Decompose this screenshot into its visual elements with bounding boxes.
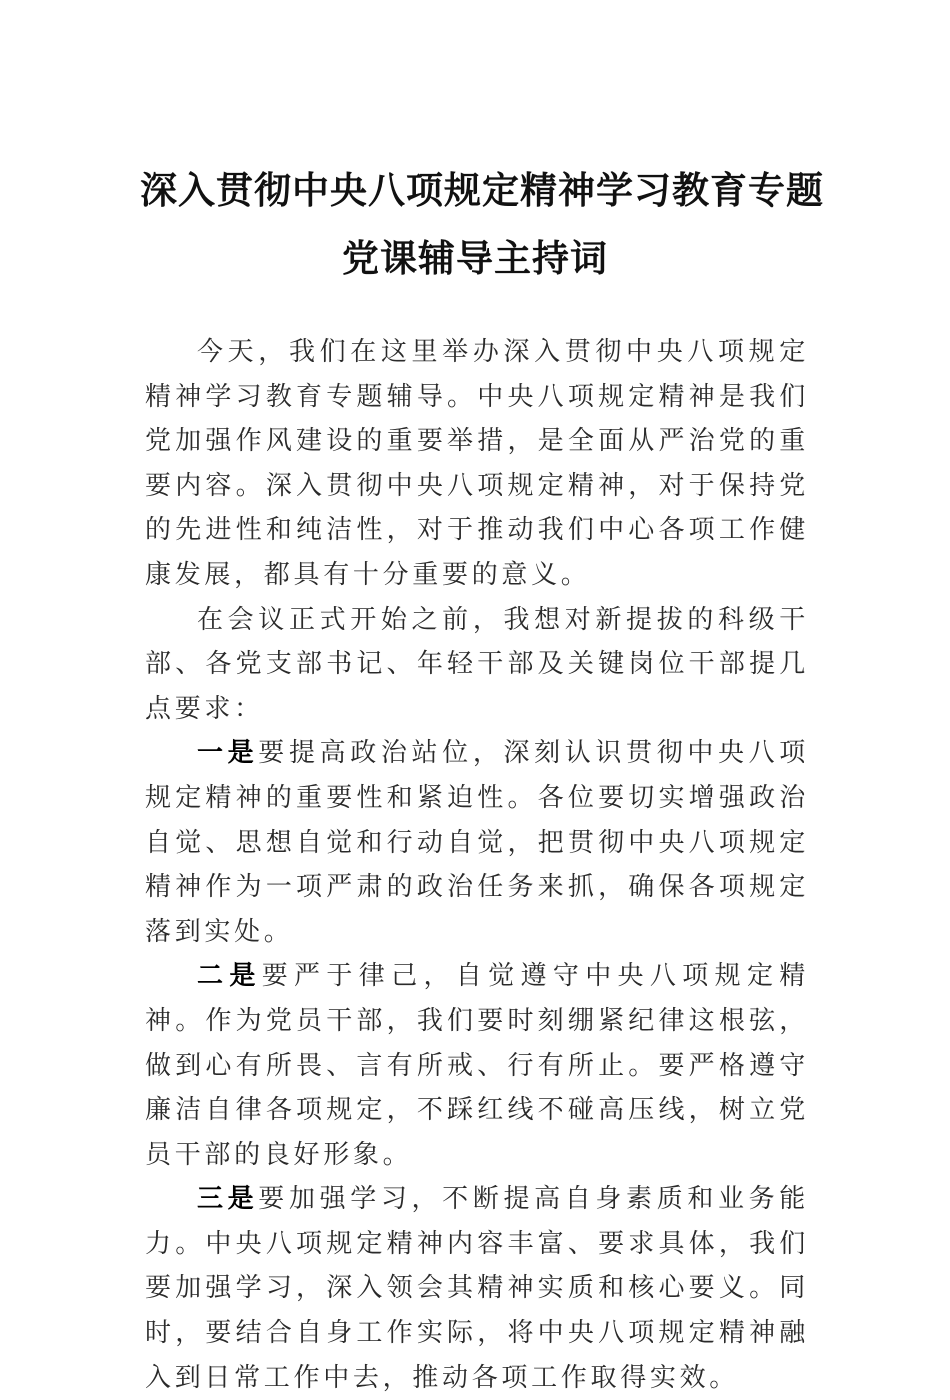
paragraph-text: 要加强学习，不断提高自身素质和业务能力。中央八项规定精神内容丰富、要求具体，我们要加强学习，深入领会其精神实质和核心要义。同时，要结合自身工作实际，将中央八项规定精神融入到日常工作中去，推动各项工作取得实效。	[145, 1184, 809, 1393]
document-title-line-2: 党课辅导主持词	[342, 236, 608, 280]
paragraph-preface	[145, 598, 809, 732]
paragraph-intro	[145, 330, 809, 598]
paragraph-text: 要提高政治站位，深刻认识贯彻中央八项规定精神的重要性和紧迫性。各位要切实增强政治自觉、思想自觉和行动自觉，把贯彻中央八项规定精神作为一项严肃的政治任务来抓，确保各项规定落到实处。	[145, 738, 809, 947]
document-title-line-1: 深入贯彻中央八项规定精神学习教育专题	[140, 168, 824, 212]
point-lead: 三是	[197, 1184, 259, 1215]
document-body	[145, 330, 809, 1400]
paragraph-point-2	[145, 954, 809, 1177]
paragraph-point-1	[145, 731, 809, 954]
point-lead: 一是	[197, 738, 259, 769]
paragraph-point-3	[145, 1177, 809, 1400]
point-lead: 二是	[197, 961, 262, 992]
paragraph-text: 要严于律己，自觉遵守中央八项规定精神。作为党员干部，我们要时刻绷紧纪律这根弦，做到心有所畏、言有所戒、行有所止。要严格遵守廉洁自律各项规定，不踩红线不碰高压线，树立党员干部的良好形象。	[145, 961, 809, 1170]
paragraph-text: 在会议正式开始之前，我想对新提拔的科级干部、各党支部书记、年轻干部及关键岗位干部提几点要求：	[145, 604, 809, 724]
paragraph-text: 今天，我们在这里举办深入贯彻中央八项规定精神学习教育专题辅导。中央八项规定精神是我们党加强作风建设的重要举措，是全面从严治党的重要内容。深入贯彻中央八项规定精神，对于保持党的先进性和纯洁性，对于推动我们中心各项工作健康发展，都具有十分重要的意义。	[145, 337, 809, 590]
